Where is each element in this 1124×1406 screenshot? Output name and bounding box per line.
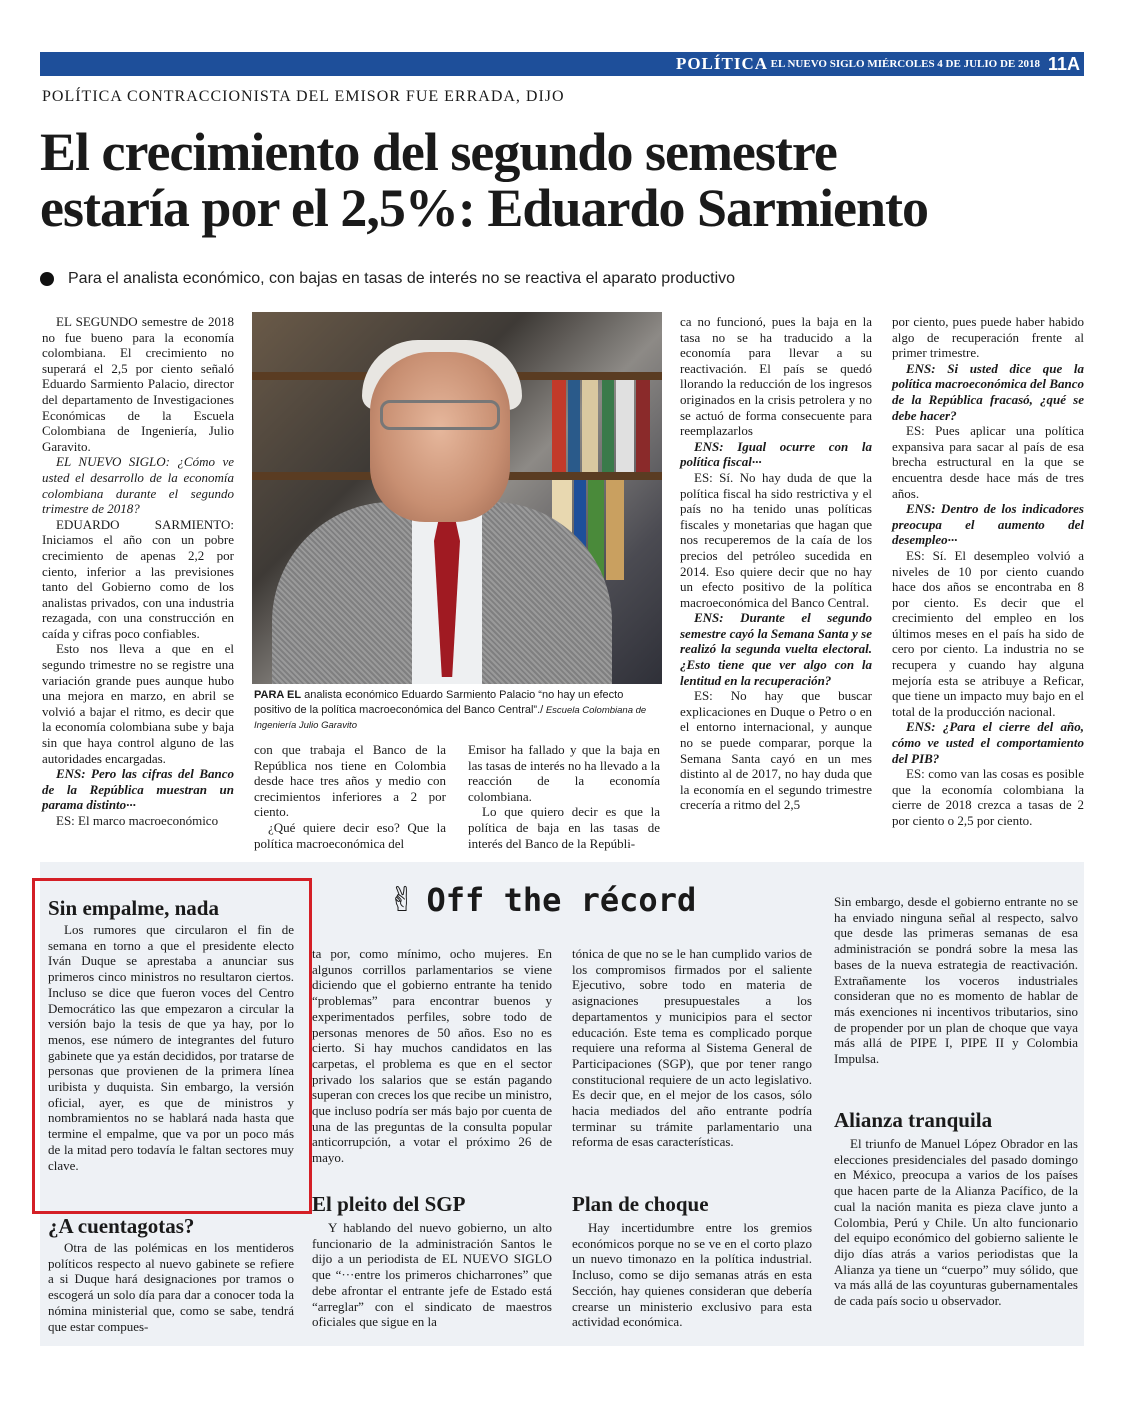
paragraph: por ciento, pues puede haber habido algo de recuperación frente al primer trimestre. [892, 314, 1084, 361]
paragraph: Hay incertidumbre entre los gremios económicos porque no se ve en el corto plazo un nuevo timonazo en la política industrial. Incluso, como se dijo semanas atrás en esta Sección, hay quienes consideran que debería crearse un ministerio exclusivo para esta actividad económica. [572, 1220, 812, 1330]
paragraph: ES: No hay que buscar explicaciones en Duque o Petro o en el entorno internacional, y aunque no se puede comparar, porque la Semana Santa cayó en un mes distinto al de 2017, no hay duda que la economía en el segundo trimestre crecería a ritmo del 2,5 [680, 688, 872, 813]
otr-text-sgp [312, 1220, 552, 1330]
book [582, 380, 598, 472]
book [552, 380, 566, 472]
paragraph: ta por, como mínimo, ocho mujeres. En algunos corrillos parlamentarios se viene diciendo que el gobierno entrante ha tenido “problemas” para encontrar buenos y experimentados perfiles, sobre todo de personas menores de 50 años. Eso no es cierto. Si hay muchos candidatos en las carpetas, el problema es que en el sector privado los salarios que se están pagando superan con creces los que recibe un ministro, que incluso podría ser más bajo por cuenta de una de las preguntas de la consulta popular anticorrupción, a votar el próximo 26 de mayo. [312, 946, 552, 1166]
paragraph: Y hablando del nuevo gobierno, un alto funcionario de la administración Santos le dijo a un periodista de EL NUEVO SIGLO que “···entre los primeros chicharrones” que debe afrontar el entrante jefe de Estado está “arreglar” con el sindicato de maestros oficiales que sigue en la [312, 1220, 552, 1330]
paragraph: ES: Sí. No hay duda de que la política fiscal ha sido restrictiva y el país no ha tenido unas políticas fiscales y monetarias que hagan que nos recuperemos de la caía de los precios del petróleo sucedida en 2014. Eso quiere decir que no hay un efecto positivo de la política macroeconómica del Banco Central. [680, 469, 872, 610]
subhead-sin-empalme: Sin empalme, nada [48, 896, 219, 920]
section-label: POLÍTICA [675, 54, 769, 73]
question: ENS: Si usted dice que la política macroeconómica del Banco de la República fracasó, ¿qué se debe hacer? [892, 360, 1084, 423]
off-the-record-title [388, 880, 696, 920]
question: ENS: Dentro de los indicadores preocupa el aumento del desempleo··· [892, 501, 1084, 548]
deck-text: Para el analista económico, con bajas en tasas de interés no se reactiva el aparato productivo [68, 270, 736, 287]
headline-line-2: estaría por el 2,5%: Eduardo Sarmiento [40, 178, 928, 238]
question: ENS: Igual ocurre con la política fiscal··· [680, 438, 872, 470]
otr-text-col-4 [834, 894, 1078, 1067]
paragraph: Emisor ha fallado y que la baja en las tasas de interés no ha llevado a la reacción de la economía colombiana. [468, 742, 660, 804]
paragraph: con que trabaja el Banco de la República nos tiene en Colombia desde hace tres años y medio con crecimientos inferiores a 2 por ciento. [254, 742, 446, 820]
paragraph: Otra de las polémicas en los mentideros políticos respecto al nuevo gabinete se refiere a si Duque hará designaciones por tramos o escogerá un solo día para dar a conocer toda la nómina ministerial que, como se sabe, tendrá que estar compues- [48, 1240, 294, 1334]
article-deck [40, 270, 735, 288]
book [568, 380, 580, 472]
caption-lead: PARA EL [254, 689, 302, 701]
paper-date: EL NUEVO SIGLO MIÉRCOLES 4 DE JULIO DE 2018 [770, 58, 1040, 70]
article-column-1 [42, 314, 234, 829]
article-headline [40, 124, 1084, 236]
otr-text-col-3 [572, 946, 812, 1150]
subhead-el-pleito-del-sgp: El pleito del SGP [312, 1192, 466, 1216]
paragraph: EDUARDO SARMIENTO: Iniciamos el año con un pobre crecimiento de apenas 2,2 por ciento, inferior a las previsiones tanto del Gobierno como de los analistas privados, con una industria rezagada, con una construcción en caída y cifras poco confiables. [42, 516, 234, 641]
victory-hand-icon: ✌ [388, 880, 417, 920]
paragraph: ES: Sí. El desempleo volvió a niveles de 10 por ciento cuando hace dos años se encontraba en 8 por ciento. Es decir que el crecimiento del empleo en los últimos meses en el país ha sido de cero por ciento. La industria no se recupera y cuando hay alguna mejoría esta se atribuye a Reficar, que tiene un impacto muy bajo en el total de la producción nacional. [892, 547, 1084, 719]
article-kicker: POLÍTICA CONTRACCIONISTA DEL EMISOR FUE ERRADA, DIJO [42, 88, 565, 105]
article-column-5 [892, 314, 1084, 829]
paragraph: Lo que quiero decir es que la política de baja en las tasas de interés del Banco de la Repúbli- [468, 804, 660, 851]
otr-text-alianza [834, 1136, 1078, 1309]
paragraph: Los rumores que circularon el fin de semana en torno a que el presidente electo Iván Duque se aprestaba a anunciar sus primeros cinco ministros no resultaron ciertos. Incluso se dice que fueron voces del Centro Democrático las que empezaron a circular la versión bajo la tesis de que ya hay, por lo menos, ese número de integrantes del futuro gabinete que ya están decididos, por tratarse de personas que provienen de la primera línea uribista y duquista. Sin embargo, la versión oficial, ayer, es que de ministros y nombramientos no se hablará nada hasta que termine el empalme, que va por un poco más de la mitad pero todavía le faltan sectores muy clave. [48, 922, 294, 1173]
otr-text-plan-de-choque [572, 1220, 812, 1330]
book [616, 380, 634, 472]
question: ENS: Durante el segundo semestre cayó la Semana Santa y se realizó la segunda vuelta electoral. ¿Esto tiene que ver algo con la lentitud en la recuperación? [680, 610, 872, 688]
caption-credit: Escuela Colombiana de Ingeniería Julio Garavito [254, 705, 647, 731]
otr-text-col-2 [312, 946, 552, 1166]
paragraph: Sin embargo, desde el gobierno entrante no se ha enviado ninguna señal al respecto, salvo que desde las primeras semanas de esa administración se pondrá sobre la mesa las bases de la nueva estrategia de reactivación. Extrañamente los voceros industriales consideran que no es momento de hablar de más exenciones ni incentivos tributarios, sino de propender por un plan de choque que vaya más allá de PIPE I, PIPE II y Colombia Impulsa. [834, 894, 1078, 1067]
bullet-icon [40, 272, 54, 286]
caption-text: analista económico Eduardo Sarmiento Palacio “no hay un efecto positivo de la política macroeconómica del Banco Central”./ [254, 689, 624, 716]
paragraph: ¿Qué quiere decir eso? Que la política macroeconómica del [254, 819, 446, 851]
page-number: 11A [1047, 54, 1080, 74]
otr-text-a-cuentagotas [48, 1240, 294, 1334]
paragraph: ES: Pues aplicar una política expansiva para sacar al país de esa brecha estructural en la que se encuentra desde hace más de tres años. [892, 423, 1084, 501]
article-column-3 [468, 742, 660, 851]
glasses [380, 400, 500, 430]
paragraph: ca no funcionó, pues la baja en la tasa no se ha traducido a la economía para llevar a su reactivación. El país se quedó llorando la reducción de los ingresos originados en la crisis petrolera y no se actuó de forma consecuente para reemplazarlos [680, 314, 872, 439]
portrait-photo [252, 312, 662, 684]
book [636, 380, 650, 472]
paragraph: EL SEGUNDO semestre de 2018 no fue bueno para la economía colombiana. El crecimiento no superará el 2,5 por ciento señaló Eduardo Sarmiento Palacio, director del departamento de Investigaciones Económicas de la Escuela Colombiana de Ingeniería, Julio Garavito. [42, 314, 234, 454]
paragraph: ES: El marco macroeconómico [56, 813, 219, 828]
subhead-a-cuentagotas: ¿A cuentagotas? [48, 1214, 195, 1238]
off-the-record-title-text: Off the récord [426, 881, 697, 919]
highlight-box [32, 878, 312, 1214]
article-column-2 [254, 742, 446, 851]
book [602, 380, 614, 472]
article-column-4 [680, 314, 872, 813]
photo-caption [254, 688, 660, 733]
face [370, 352, 510, 522]
question: EL NUEVO SIGLO: ¿Cómo ve usted el desarrollo de la economía colombiana durante el segundo trimestre de 2018? [42, 454, 234, 517]
paragraph: Esto nos lleva a que en el segundo trimestre no se registre una variación grande pues aunque hubo una mejora en marzo, en abril se volvió a bajar el ritmo, es decir que la economía colombiana sube y baja sin que haya control alguno de las autoridades encargadas. [42, 641, 234, 766]
paragraph: El triunfo de Manuel López Obrador en las elecciones presidenciales del pasado domingo en México, preocupa a varios de los países que hacen parte de la Alianza Pacífico, de la cual la nación manita es pieza clave junto a Colombia, Perú y Chile. Un alto funcionario del equipo económico del gobierno saliente le dijo días atrás a varios periodistas que la Alianza ya tiene un “cuerpo” muy sólido, que va más allá de las coyunturas gubernamentales de cada país socio u observador. [834, 1136, 1078, 1309]
book [606, 480, 624, 580]
question: ENS: ¿Para el cierre del año, cómo ve usted el comportamiento del PIB? [892, 719, 1084, 766]
subhead-plan-de-choque: Plan de choque [572, 1192, 709, 1216]
section-header-bar [40, 52, 1084, 76]
paragraph: ES: como van las cosas es posible que la economía colombiana la cierre de 2018 crezca a tasas de 2 por ciento o 2,5 por ciento. [892, 766, 1084, 828]
question: ENS: Pero las cifras del Banco de la República muestran un parama distinto··· [42, 766, 234, 813]
subhead-alianza-tranquila: Alianza tranquila [834, 1108, 993, 1132]
paragraph: tónica de que no se le han cumplido varios de los compromisos firmados por el saliente Ejecutivo, sobre todo en materia de asignaciones presupuestales a los departamentos y municipios para el sector educación. Este tema es complicado porque requiere una reforma al Sistema General de Participaciones (SGP), que por tener rango constitucional requiere de un acto legislativo. Es decir que, en el mejor de los casos, sólo hacia mediados del año entrante podría terminar su trámite parlamentario una reforma de esas características. [572, 946, 812, 1150]
headline-line-1: El crecimiento del segundo semestre [40, 122, 837, 182]
